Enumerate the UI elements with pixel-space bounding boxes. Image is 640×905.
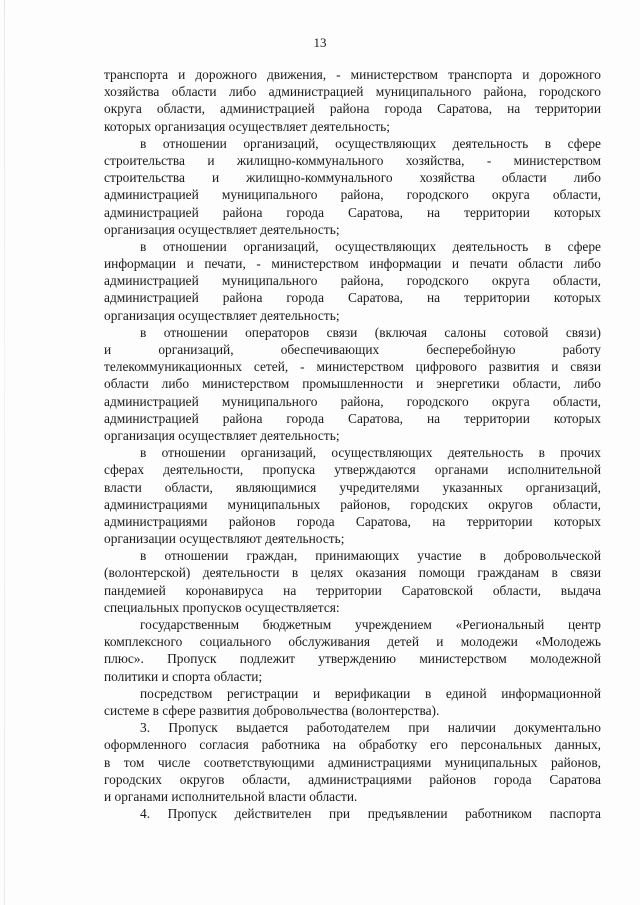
- text-line: государственным бюджетным учреждением «Региональный центр: [140, 617, 601, 632]
- text-line: администрацией района города Саратова, на территории которых: [104, 410, 601, 426]
- text-line: информации и печати, - министерством информации и печати области либо: [104, 256, 601, 272]
- text-line: системе в сфере развития добровольчества (волонтерства).: [104, 702, 440, 718]
- text-line: администрацией муниципального района, городского округа области,: [104, 393, 601, 409]
- text-line: организация осуществляет деятельность;: [104, 427, 340, 443]
- text-line: администрацией района города Саратова, на территории которых: [104, 290, 601, 306]
- text-line: транспорта и дорожного движения, - министерством транспорта и дорожного: [104, 67, 601, 82]
- text-line: городских округов области, администрациями районов города Саратова: [104, 771, 601, 787]
- text-line: области либо министерством промышленности и энергетики области, либо: [104, 376, 601, 392]
- text-line: организация осуществляет деятельность;: [104, 221, 340, 237]
- text-line: которых организация осуществляет деятельность;: [104, 118, 391, 134]
- text-line: 3. Пропуск выдается работодателем при наличии документально: [140, 720, 601, 736]
- text-line: сферах деятельности, пропуска утверждаются органами исполнительной: [104, 462, 601, 478]
- text-line: комплексного социального обслуживания детей и молодежи «Молодежь: [104, 634, 601, 650]
- text-line: в отношении операторов связи (включая салоны сотовой связи): [140, 324, 601, 340]
- text-line: округа области, администрацией района города Саратова, на территории: [104, 101, 601, 117]
- text-line: в отношении организаций, осуществляющих деятельность в сфере: [140, 238, 601, 254]
- text-line: строительства и жилищно-коммунального хозяйства области либо: [104, 170, 601, 186]
- text-line: организация осуществляет деятельность;: [104, 307, 340, 323]
- text-line: власти области, являющимися учредителями указанных организаций,: [104, 479, 601, 495]
- text-line: политики и спорта области;: [104, 668, 263, 684]
- text-line: строительства и жилищно-коммунального хозяйства, - министерством: [104, 152, 601, 168]
- text-line: телекоммуникационных сетей, - министерством цифрового развития и связи: [104, 359, 601, 375]
- text-line: администрацией муниципального района, городского округа области,: [104, 187, 601, 203]
- text-line: и организаций, обеспечивающих бесперебойную работу: [104, 342, 601, 357]
- text-line: в отношении граждан, принимающих участие в добровольческой: [140, 548, 601, 564]
- text-line: администрацией муниципального района, городского округа области,: [104, 273, 601, 289]
- text-line: пандемией коронавируса на территории Саратовской области, выдача: [104, 582, 601, 598]
- text-line: в отношении организаций, осуществляющих деятельность в сфере: [140, 135, 601, 151]
- text-line: плюс». Пропуск подлежит утверждению министерством молодежной: [104, 651, 601, 667]
- document-body: [104, 66, 601, 822]
- scan-edge: [4, 0, 5, 905]
- text-line: и органами исполнительной власти области.: [104, 788, 358, 804]
- text-line: организации осуществляют деятельность;: [104, 531, 345, 547]
- text-line: в отношении организаций, осуществляющих деятельность в прочих: [140, 445, 601, 461]
- text-line: посредством регистрации и верификации в единой информационной: [140, 685, 601, 701]
- text-line: администрациями районов города Саратова, на территории которых: [104, 513, 601, 529]
- text-line: администрациями муниципальных районов, городских округов области,: [104, 496, 601, 512]
- page-number: 13: [313, 35, 327, 50]
- text-line: специальных пропусков осуществляется:: [104, 599, 340, 615]
- text-line: хозяйства области либо администрацией муниципального района, городского: [104, 84, 601, 100]
- text-line: оформленного согласия работника на обработку его персональных данных,: [104, 737, 601, 753]
- text-line: 4. Пропуск действителен при предъявлении работником паспорта: [140, 806, 601, 822]
- text-line: администрацией района города Саратова, на территории которых: [104, 204, 601, 220]
- text-line: (волонтерской) деятельности в целях оказания помощи гражданам в связи: [104, 565, 601, 581]
- text-line: в том числе соответствующими администрациями муниципальных районов,: [104, 754, 601, 770]
